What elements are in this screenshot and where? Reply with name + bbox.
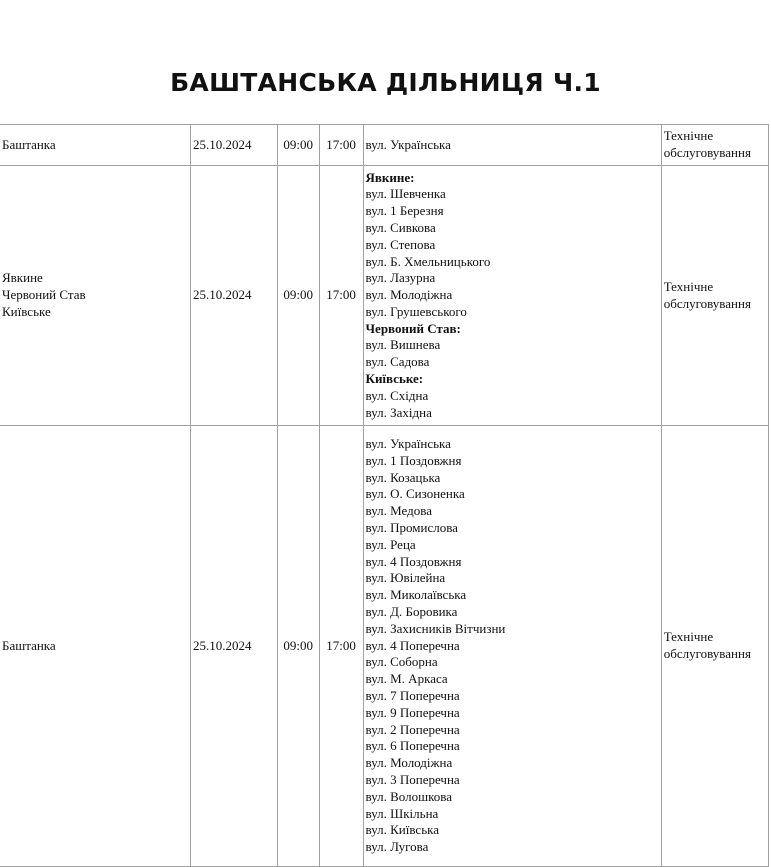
street-name: вул. Реца <box>365 536 416 552</box>
street-name: вул. Грушевського <box>365 303 467 319</box>
street-name: вул. Західна <box>365 404 432 420</box>
village-heading: Явкине: <box>365 169 415 185</box>
street-name: вул. Миколаївська <box>365 587 467 603</box>
street-name: вул. Шкільна <box>365 805 439 821</box>
street-name: вул. Сивкова <box>365 219 436 235</box>
work-type-line: Технічне <box>663 128 714 144</box>
outage-schedule-table <box>0 124 769 867</box>
street-name: вул. Медова <box>365 503 432 519</box>
work-type-line: обслуговування <box>663 145 751 160</box>
work-type-line: Технічне <box>663 278 714 294</box>
settlement-cell <box>0 426 190 867</box>
date-cell: 25.10.2024 <box>190 125 277 166</box>
street-name: вул. 1 Березня <box>365 203 444 219</box>
street-name: вул. 9 Поперечна <box>365 704 460 720</box>
work-type-cell <box>661 426 768 867</box>
street-name: вул. Лазурна <box>365 270 436 286</box>
street-name: вул. 1 Поздовжня <box>365 452 462 468</box>
settlement-name: Червоний Став <box>2 287 86 303</box>
settlement-name: Баштанка <box>2 136 56 152</box>
street-name: вул. Молодіжна <box>365 755 453 771</box>
table-row <box>0 426 769 867</box>
street-name: вул. Київська <box>365 822 440 838</box>
work-type-cell <box>661 125 768 166</box>
street-name: вул. Садова <box>365 354 430 370</box>
settlement-name: Київське <box>2 303 51 319</box>
street-name: вул. М. Аркаса <box>365 671 448 687</box>
street-name: вул. 2 Поперечна <box>365 721 460 737</box>
street-name: вул. Вишнева <box>365 337 441 353</box>
street-name: вул. Козацька <box>365 469 441 485</box>
street-name: вул. Східна <box>365 387 429 403</box>
settlement-cell <box>0 166 190 426</box>
work-type-line: обслуговування <box>663 295 751 311</box>
street-name: вул. 3 Поперечна <box>365 771 460 787</box>
table-row <box>0 125 769 166</box>
work-type-cell <box>661 166 768 426</box>
village-heading: Київське: <box>365 371 424 387</box>
street-name: вул. Українська <box>365 436 451 452</box>
street-name: вул. 4 Поперечна <box>365 637 460 653</box>
street-name: вул. Соборна <box>365 654 438 670</box>
street-name: вул. 4 Поздовжня <box>365 553 462 569</box>
streets-cell <box>363 125 661 166</box>
start-time-cell: 09:00 <box>277 166 319 426</box>
street-name: вул. О. Сизоненка <box>365 486 465 502</box>
street-name: вул. Ювілейна <box>365 570 446 586</box>
street-name: вул. Д. Боровика <box>365 604 458 619</box>
village-heading: Червоний Став: <box>365 320 461 336</box>
table-row <box>0 166 769 426</box>
end-time-cell: 17:00 <box>319 426 363 867</box>
work-type-line: обслуговування <box>663 646 751 661</box>
start-time-cell: 09:00 <box>277 125 319 166</box>
settlement-cell <box>0 125 190 166</box>
street-name: вул. Волошкова <box>365 788 453 804</box>
street-name: вул. 7 Поперечна <box>365 687 460 703</box>
street-name: вул. Промислова <box>365 520 458 536</box>
street-name: вул. Шевченка <box>365 186 446 202</box>
street-name: вул. Лугова <box>365 839 429 855</box>
settlement-name: Явкине <box>2 270 43 286</box>
street-name: вул. Українська <box>365 136 451 152</box>
page-title: БАШТАНСЬКА ДІЛЬНИЦЯ Ч.1 <box>170 68 601 97</box>
end-time-cell: 17:00 <box>319 125 363 166</box>
street-name: вул. Б. Хмельницького <box>365 253 491 269</box>
streets-cell <box>363 426 661 867</box>
settlement-name: Баштанка <box>2 637 56 653</box>
street-name: вул. 6 Поперечна <box>365 738 460 754</box>
streets-cell <box>363 166 661 426</box>
end-time-cell: 17:00 <box>319 166 363 426</box>
street-name: вул. Захисників Вітчизни <box>365 620 506 636</box>
street-name: вул. Молодіжна <box>365 287 453 303</box>
date-cell: 25.10.2024 <box>190 166 277 426</box>
date-cell: 25.10.2024 <box>190 426 277 867</box>
street-name: вул. Степова <box>365 236 436 252</box>
work-type-line: Технічне <box>663 629 714 645</box>
start-time-cell: 09:00 <box>277 426 319 867</box>
